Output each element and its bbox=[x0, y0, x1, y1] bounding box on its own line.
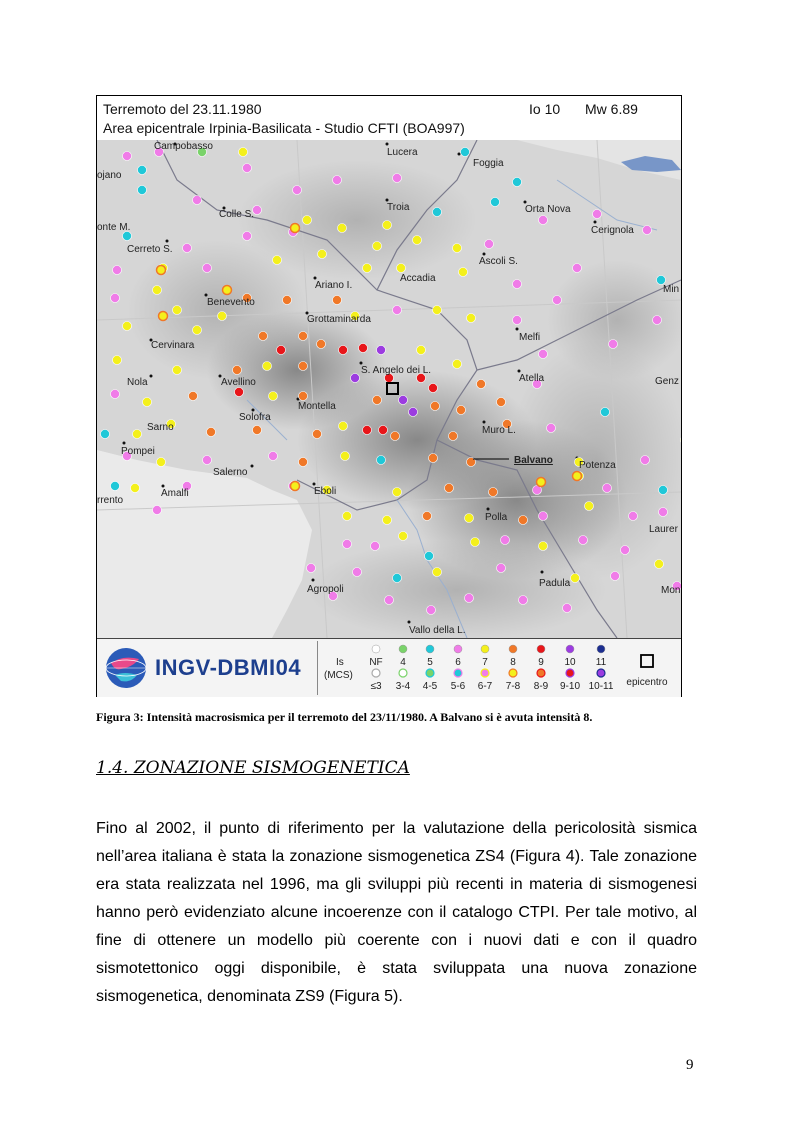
scale-unit: (MCS) bbox=[324, 670, 353, 681]
legend-label: 7-8 bbox=[505, 681, 521, 692]
place-label: Ariano I. bbox=[315, 280, 353, 291]
legend-top-labels bbox=[369, 657, 606, 668]
place-label: Muro L. bbox=[482, 425, 516, 436]
place-label: Troia bbox=[387, 202, 410, 213]
legend-label: 8 bbox=[510, 657, 516, 668]
legend-label: 11 bbox=[595, 657, 607, 668]
place-label: Ascoli S. bbox=[479, 256, 518, 267]
place-label: Genz bbox=[655, 376, 679, 387]
legend-label: 5 bbox=[427, 657, 433, 668]
legend-label: 4 bbox=[400, 657, 406, 668]
legend-label: 10 bbox=[564, 657, 576, 668]
place-label: Potenza bbox=[579, 460, 616, 471]
legend-label: 6-7 bbox=[477, 681, 493, 692]
place-label: Nola bbox=[127, 377, 148, 388]
legend-label: 7 bbox=[482, 657, 488, 668]
legend-label: 8-9 bbox=[533, 681, 549, 692]
place-label: Laurer bbox=[649, 524, 678, 535]
place-label: Montella bbox=[298, 401, 336, 412]
place-label: Vallo della L. bbox=[409, 625, 466, 636]
place-label: Min bbox=[663, 284, 680, 295]
place-label: Pompei bbox=[121, 446, 155, 457]
place-label: Agropoli bbox=[307, 584, 344, 595]
place-label: Cerignola bbox=[591, 225, 634, 236]
legend-label: 5-6 bbox=[450, 681, 466, 692]
section-heading: 1.4. ZONAZIONE SISMOGENETICA bbox=[96, 758, 410, 778]
figure-header bbox=[97, 96, 681, 141]
place-label: rrento bbox=[97, 495, 124, 506]
place-label: ojano bbox=[97, 170, 122, 181]
figure-title: Terremoto del 23.11.1980 bbox=[103, 101, 262, 117]
place-label: Amalfi bbox=[161, 488, 189, 499]
place-label: Eboli bbox=[314, 486, 337, 497]
epicentre-legend-icon bbox=[641, 655, 653, 667]
body-paragraph: Fino al 2002, il punto di riferimento per la valutazione della pericolosità sismica nell’area italiana è stata la zonazione sismogenetica ZS4 (Figura 4). Tale zonazione era stata realizzata nel 1996, ma gli sviluppi più recenti in materia di sismogenesi hanno però evidenziato alcune incoerenze con il catalogo CTPI. Per tale motivo, al fine di ottenere un modello più coerente con i nuovi dati e con il quadro sismotettonico oggi disponibile, è stata sviluppata una nuova zonazione sismogenetica, denominata ZS9 (Figura 5). bbox=[96, 820, 697, 1005]
place-label: Cerreto S. bbox=[127, 244, 173, 255]
map-legend bbox=[97, 638, 681, 697]
place-label: Colle S. bbox=[219, 209, 255, 220]
place-label: Foggia bbox=[473, 158, 504, 169]
place-label: Sarno bbox=[147, 422, 174, 433]
epicentral-intensity: Io 10 bbox=[529, 101, 561, 117]
place-label: Orta Nova bbox=[525, 204, 571, 215]
place-label: Atella bbox=[519, 373, 545, 384]
ingv-logo bbox=[101, 645, 315, 691]
scale-label: Is bbox=[336, 657, 344, 668]
place-label: S. Angelo dei L. bbox=[361, 365, 432, 376]
figure-caption: Figura 3: Intensità macrosismica per il terremoto del 23/11/1980. A Balvano si è avuta intensità 8. bbox=[96, 710, 593, 724]
legend-label: 3-4 bbox=[395, 681, 411, 692]
place-label: Melfi bbox=[519, 332, 541, 343]
epicentre-legend-label: epicentro bbox=[626, 677, 668, 688]
legend-label: 9 bbox=[538, 657, 544, 668]
place-label: Polla bbox=[485, 512, 508, 523]
globe-icon bbox=[103, 645, 149, 691]
place-label: Accadia bbox=[400, 273, 436, 284]
place-label: Balvano bbox=[514, 455, 553, 466]
legend-label: 4-5 bbox=[422, 681, 438, 692]
place-label: Benevento bbox=[207, 297, 255, 308]
legend-label: 10-11 bbox=[588, 681, 614, 692]
legend-top-row bbox=[372, 645, 605, 653]
place-label: Padula bbox=[539, 578, 571, 589]
place-label: Cervinara bbox=[151, 340, 195, 351]
place-label: Lucera bbox=[387, 147, 418, 158]
place-label: onte M. bbox=[97, 222, 131, 233]
legend-bottom-labels bbox=[370, 681, 613, 692]
intensity-map-figure bbox=[96, 95, 682, 697]
logo-text: INGV-DBMI04 bbox=[155, 655, 302, 680]
legend-label: ≤3 bbox=[370, 681, 382, 692]
figure-subtitle: Area epicentrale Irpinia-Basilicata - Studio CFTI (BOA997) bbox=[103, 120, 465, 136]
moment-magnitude: Mw 6.89 bbox=[585, 101, 638, 117]
place-label: Grottaminarda bbox=[307, 314, 371, 325]
place-label: Avellino bbox=[221, 377, 256, 388]
place-label: Solofra bbox=[239, 412, 271, 423]
legend-label: 6 bbox=[455, 657, 461, 668]
place-label: Mon bbox=[661, 585, 681, 596]
legend-bottom-row bbox=[372, 669, 605, 677]
place-label: Campobasso bbox=[154, 141, 213, 152]
place-label: Salerno bbox=[213, 467, 248, 478]
intensity-scale bbox=[317, 641, 680, 695]
legend-label: 9-10 bbox=[559, 681, 581, 692]
page-number: 9 bbox=[686, 1057, 694, 1073]
legend-label: NF bbox=[369, 657, 383, 668]
intensity-map bbox=[97, 140, 681, 638]
